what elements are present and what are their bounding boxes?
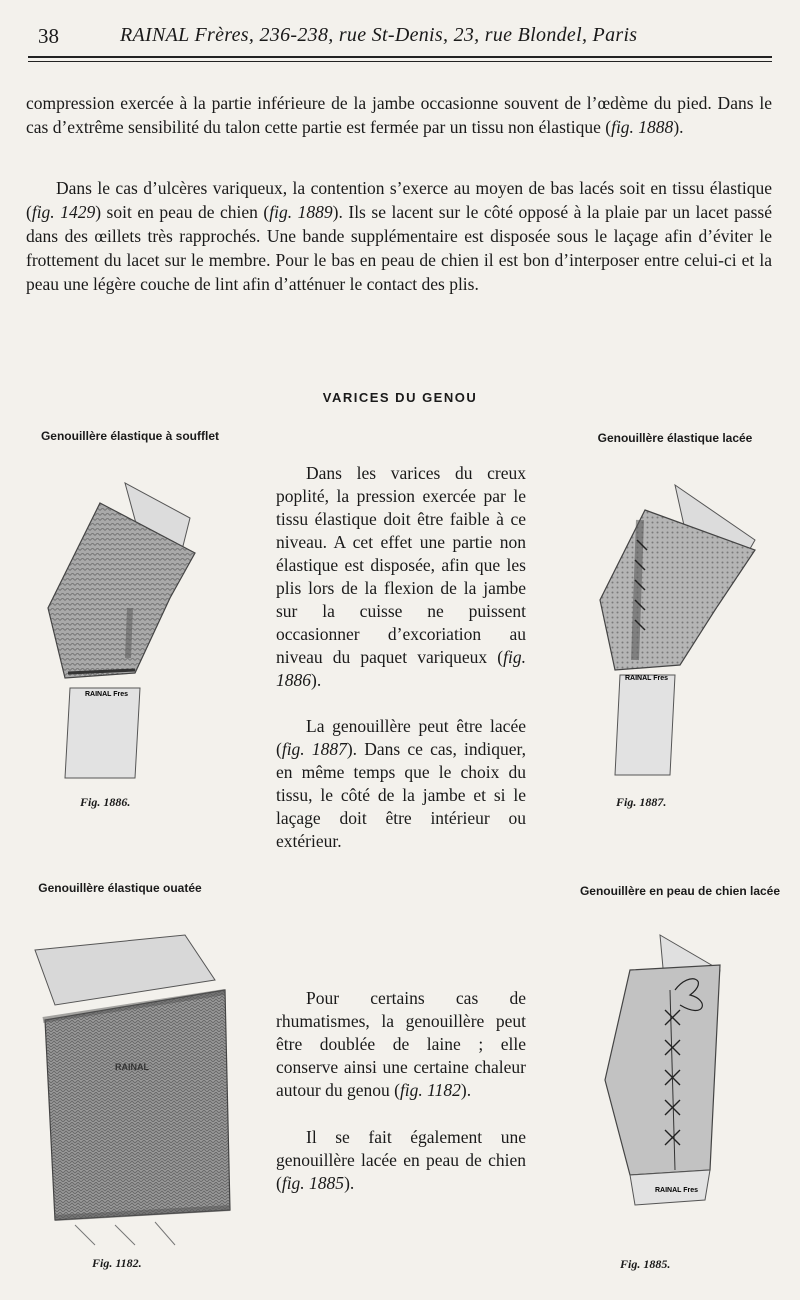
knee-brace-soufflet-illustration	[30, 478, 250, 788]
figure-caption-1182: Fig. 1182.	[92, 1256, 142, 1270]
section-title: VARICES DU GENOU	[322, 390, 478, 405]
fig-ref: fig. 1429	[31, 202, 96, 222]
knee-brace-peau-de-chien-illustration	[570, 930, 780, 1240]
fig-ref: fig. 1889	[269, 202, 333, 222]
fig-ref: fig. 1182	[399, 1080, 461, 1100]
fig-ref: fig. 1887	[281, 739, 347, 759]
figure-caption-1887: Fig. 1887.	[616, 795, 667, 809]
figure-title-1886: Genouillère élastique à soufflet	[40, 429, 220, 443]
maker-mark: RAINAL Fres	[85, 691, 129, 698]
knee-brace-laced-illustration	[565, 480, 775, 780]
figure-caption-1885: Fig. 1885.	[620, 1257, 671, 1271]
fig-ref: fig. 1885	[281, 1173, 345, 1193]
column-paragraph-rhumatismes: Pour certains cas de rhumatismes, la genouillère peut être doublée de laine ; elle conserve ainsi une certaine chaleur autour du genou (fig. 1182).	[276, 988, 526, 1100]
header-rule	[28, 56, 772, 58]
page-number: 38	[38, 24, 59, 48]
paragraph-compression: compression exercée à la partie inférieure de la jambe occasionne souvent de l’œdème du pied. Dans le cas d’extrême sensibilité du talon cette partie est fermée par un tissu non élastique (fig. 1888).	[26, 93, 772, 137]
column-paragraph-peau-de-chien: Il se fait également une genouillère lacée en peau de chien (fig. 1885).	[276, 1127, 526, 1193]
figure-title-1887: Genouillère élastique lacée	[597, 431, 753, 445]
maker-mark: RAINAL Fres	[655, 1187, 699, 1194]
header-rule-thin	[28, 61, 772, 62]
figure-title-1182: Genouillère élastique ouatée	[38, 881, 202, 895]
knee-brace-ouatee-illustration	[15, 930, 245, 1250]
maker-mark: RAINAL	[115, 1062, 149, 1072]
figure-title-1885: Genouillère en peau de chien lacée	[579, 884, 781, 898]
figure-caption-1886: Fig. 1886.	[80, 795, 131, 809]
paragraph-ulceres: Dans le cas d’ulcères variqueux, la contention s’exerce au moyen de bas lacés soit en tissu élastique (fig. 1429) soit en peau de chien (fig. 1889). Ils se lacent sur le côté opposé à la plaie par un lacet passé dans des œillets très rapprochés. Une bande supplémentaire est disposée sous le laçage afin d’éviter le frottement du lacet sur le membre. Pour le bas en peau de chien il est bon d’interposer entre celui-ci et la peau une légère couche de lint afin d’atténuer le contact des plis.	[26, 178, 772, 294]
running-header: RAINAL Frères, 236-238, rue St-Denis, 23, rue Blondel, Paris	[120, 24, 638, 46]
fig-ref: fig. 1888	[611, 117, 674, 137]
column-paragraph-poplite: Dans les varices du creux poplité, la pression exercée par le tissu élastique doit être faible à ce niveau. A cet effet une partie non élastique est disposée, afin que les plis lors de la flexion de la jambe sur la cuisse ne puissent occasionner d’excoriation au niveau du paquet variqueux (fig. 1886).	[276, 463, 526, 690]
column-paragraph-lacee: La genouillère peut être lacée (fig. 1887). Dans ce cas, indiquer, en même temps que le choix du tissu, le côté de la jambe et si le laçage doit être intérieur ou extérieur.	[276, 716, 526, 851]
fig-ref: fig. 1886	[276, 647, 526, 690]
maker-mark: RAINAL Fres	[625, 675, 669, 682]
